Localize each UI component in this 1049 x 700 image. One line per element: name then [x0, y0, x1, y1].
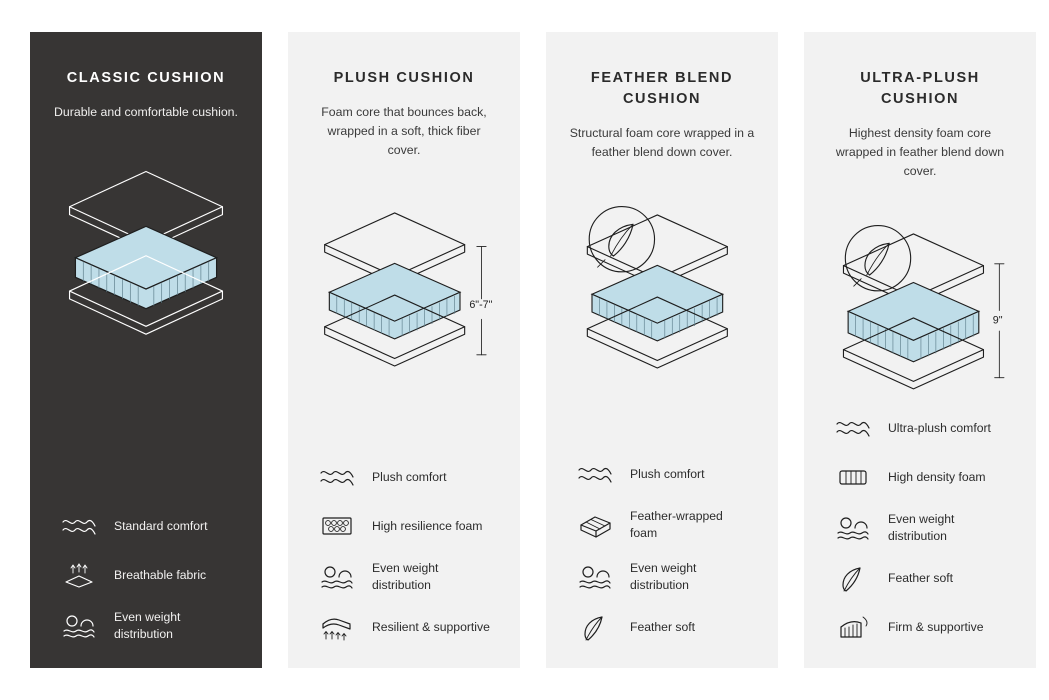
feature-label: Ultra-plush comfort	[888, 420, 991, 435]
feature-item	[574, 459, 754, 489]
card-classic-cushion	[30, 32, 262, 668]
density-bars-icon	[832, 462, 874, 492]
plush-cushion-diagram-svg	[306, 182, 502, 382]
feature-label: Even weight distribution	[888, 512, 955, 543]
support-arrows-icon	[316, 612, 358, 642]
even-weight-icon	[316, 562, 358, 592]
feature-item	[574, 508, 754, 541]
feature-item	[832, 462, 1012, 492]
card-title: PLUSH CUSHION	[333, 70, 475, 86]
feature-item	[58, 511, 238, 541]
feature-list	[564, 459, 760, 642]
height-dimension-line	[469, 246, 492, 354]
feature-label: High resilience foam	[372, 518, 483, 533]
foam-core-layer	[848, 282, 979, 361]
foam-core-layer	[75, 226, 216, 308]
even-weight-icon	[832, 513, 874, 543]
feature-label: Plush comfort	[372, 469, 447, 484]
firm-support-icon	[832, 612, 874, 642]
feather-icon	[574, 612, 616, 642]
feature-label: Breathable fabric	[114, 567, 207, 582]
card-description: Foam core that bounces back, wrapped in a soft, thick fiber cover.	[321, 105, 487, 158]
feature-label: Even weight distribution	[372, 561, 439, 592]
card-title: ULTRA-PLUSH CUSHION	[860, 70, 980, 108]
waves-icon	[832, 413, 874, 443]
feature-label: Even weight distribution	[630, 561, 697, 592]
feature-label: Feather soft	[888, 570, 954, 585]
feature-label: Standard comfort	[114, 518, 208, 533]
card-description: Durable and comfortable cushion.	[54, 105, 238, 120]
card-feather-blend-cushion	[546, 32, 778, 668]
feature-item	[58, 560, 238, 590]
feature-item	[574, 612, 754, 642]
feature-label: Plush comfort	[630, 466, 705, 481]
waves-icon	[58, 511, 100, 541]
feature-item	[832, 511, 1012, 544]
card-plush-cushion	[288, 32, 520, 668]
height-label: 9"	[992, 314, 1003, 327]
card-description: Highest density foam core wrapped in feather blend down cover.	[835, 126, 1005, 179]
feature-label: High density foam	[888, 469, 986, 484]
feather-blend-diagram-svg	[564, 184, 760, 384]
wrapped-foam-block-icon	[574, 510, 616, 540]
ultra-plush-diagram-svg	[822, 203, 1018, 403]
feature-item	[316, 511, 496, 541]
cushion-exploded-illustration	[48, 136, 244, 351]
even-weight-icon	[574, 562, 616, 592]
feather-icon	[832, 563, 874, 593]
feature-list	[822, 413, 1018, 642]
feature-label: Firm & supportive	[888, 619, 984, 634]
feature-item	[58, 609, 238, 642]
feature-item	[832, 612, 1012, 642]
breathable-fabric-icon	[58, 560, 100, 590]
foam-core-layer	[592, 265, 723, 341]
cushion-exploded-illustration	[822, 195, 1018, 410]
feature-label: Even weight distribution	[114, 610, 181, 641]
card-title: CLASSIC CUSHION	[66, 70, 226, 86]
card-description: Structural foam core wrapped in a feather blend down cover.	[569, 126, 755, 160]
foam-core-layer	[329, 263, 460, 339]
feature-item	[316, 560, 496, 593]
feature-item	[832, 413, 1012, 443]
waves-icon	[316, 462, 358, 492]
honeycomb-foam-icon	[316, 511, 358, 541]
feature-list	[48, 511, 244, 642]
feature-label: Resilient & supportive	[372, 619, 490, 634]
feature-list	[306, 462, 502, 642]
cushion-exploded-illustration	[564, 176, 760, 391]
classic-cushion-diagram-svg	[48, 144, 244, 344]
feature-item	[316, 612, 496, 642]
feature-item	[316, 462, 496, 492]
waves-icon	[574, 459, 616, 489]
cushion-exploded-illustration	[306, 174, 502, 389]
feature-label: Feather-wrapped foam	[630, 509, 723, 540]
even-weight-icon	[58, 611, 100, 641]
height-label: 6"-7"	[469, 298, 493, 311]
feature-item	[574, 560, 754, 593]
feature-label: Feather soft	[630, 619, 696, 634]
height-dimension-line	[993, 263, 1004, 377]
feature-item	[832, 563, 1012, 593]
card-title: FEATHER BLEND CUSHION	[590, 70, 734, 108]
card-ultra-plush-cushion	[804, 32, 1036, 668]
